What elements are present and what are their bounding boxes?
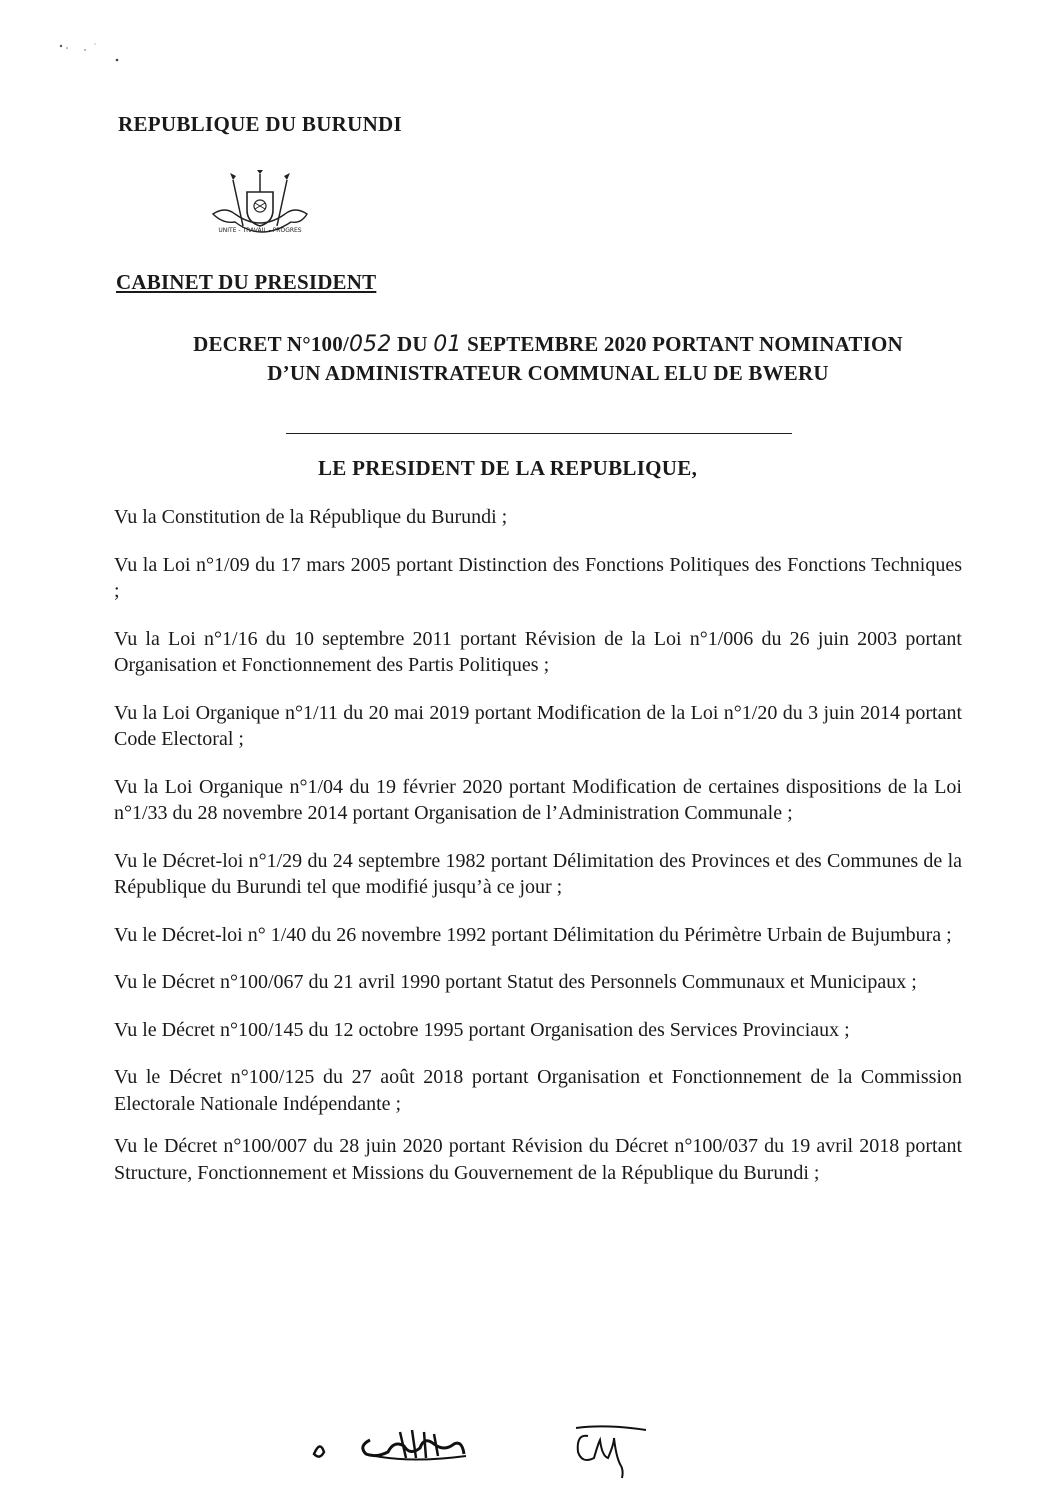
visa-paragraph: Vu la Loi n°1/09 du 17 mars 2005 portant Distinction des Fonctions Politiques des Fonctions Techniques ; (114, 553, 962, 602)
visa-list (114, 504, 962, 1186)
scan-specks (55, 38, 155, 78)
decree-title (118, 330, 978, 388)
republic-heading: REPUBLIQUE DU BURUNDI (118, 112, 402, 136)
initials-signatures (300, 1410, 680, 1480)
handwritten-decree-day: 01 (433, 332, 462, 357)
coat-of-arms-emblem (205, 170, 315, 246)
visa-paragraph: Vu le Décret-loi n°1/29 du 24 septembre 1982 portant Délimitation des Provinces et des Communes de la République du Burundi tel que modifié jusqu’à ce jour ; (114, 849, 962, 898)
decree-title-line2: D’UN ADMINISTRATEUR COMMUNAL ELU DE BWERU (267, 361, 829, 385)
visa-paragraph: Vu le Décret n°100/007 du 28 juin 2020 portant Révision du Décret n°100/037 du 19 avril 2018 portant Structure, Fonctionnement et Missions du Gouvernement de la République du Burundi ; (114, 1135, 962, 1184)
emblem-motto: UNITE - TRAVAIL - PROGRES (218, 227, 302, 234)
cabinet-heading: CABINET DU PRESIDENT (116, 270, 377, 294)
president-heading: LE PRESIDENT DE LA REPUBLIQUE, (318, 456, 698, 480)
separator-rule (286, 433, 792, 434)
decree-title-line1: DECRET N°100/052 DU 01 SEPTEMBRE 2020 PORTANT NOMINATION (193, 332, 903, 357)
handwritten-decree-number: 052 (348, 332, 392, 357)
visa-paragraph: Vu le Décret-loi n° 1/40 du 26 novembre 1992 portant Délimitation du Périmètre Urbain de Bujumbura ; (114, 923, 952, 946)
visa-paragraph: Vu la Loi n°1/16 du 10 septembre 2011 portant Révision de la Loi n°1/006 du 26 juin 2003 portant Organisation et Fonctionnement des Partis Politiques ; (114, 627, 962, 676)
visa-paragraph: Vu la Loi Organique n°1/04 du 19 février 2020 portant Modification de certaines dispositions de la Loi n°1/33 du 28 novembre 2014 portant Organisation de l’Administration Communale ; (114, 775, 962, 824)
visa-paragraph: Vu le Décret n°100/067 du 21 avril 1990 portant Statut des Personnels Communaux et Municipaux ; (114, 971, 917, 993)
visa-paragraph: Vu le Décret n°100/125 du 27 août 2018 portant Organisation et Fonctionnement de la Commission Electorale Nationale Indépendante ; (114, 1066, 962, 1115)
visa-paragraph: Vu le Décret n°100/145 du 12 octobre 1995 portant Organisation des Services Provinciaux ; (114, 1018, 850, 1041)
visa-paragraph: Vu la Loi Organique n°1/11 du 20 mai 2019 portant Modification de la Loi n°1/20 du 3 juin 2014 portant Code Electoral ; (114, 701, 962, 750)
visa-paragraph: Vu la Constitution de la République du Burundi ; (114, 506, 508, 528)
